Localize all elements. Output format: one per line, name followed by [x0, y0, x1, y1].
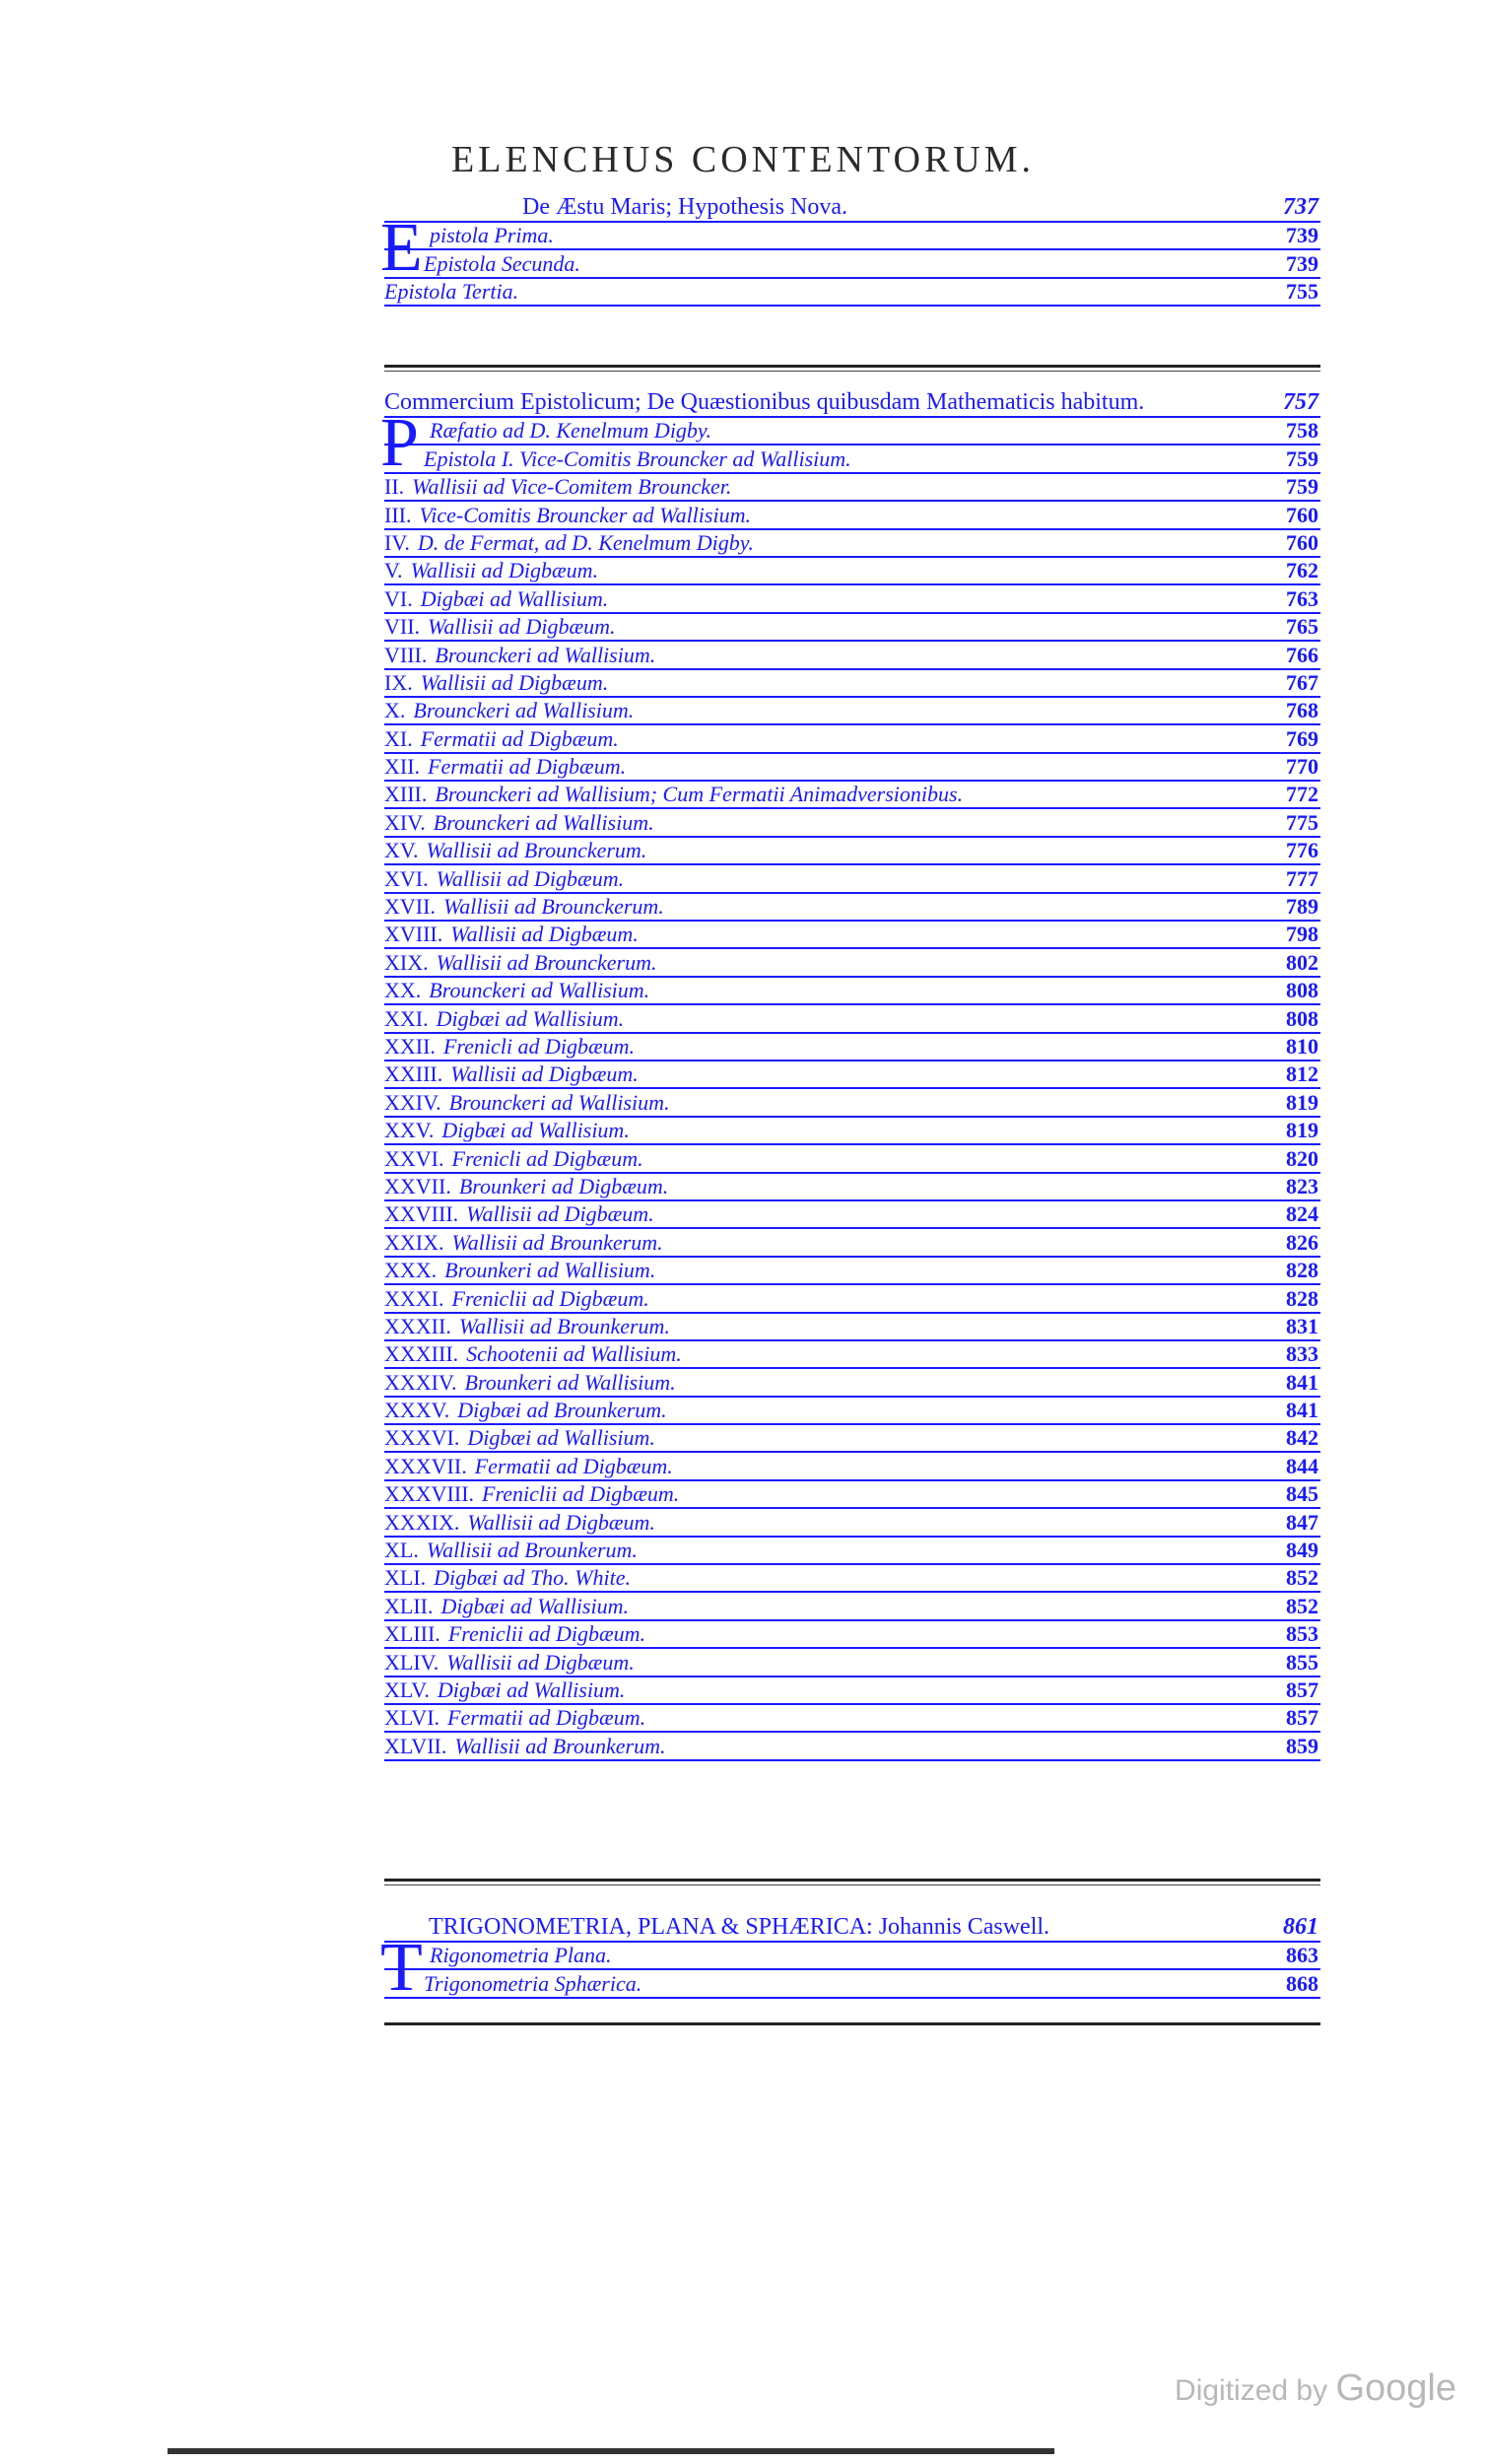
entry-number: XXXIII.: [384, 1341, 459, 1367]
toc-entry[interactable]: [384, 1425, 1320, 1453]
toc-entry[interactable]: [384, 614, 1320, 642]
toc-entry[interactable]: [384, 754, 1320, 782]
toc-entry-label: [384, 1090, 670, 1116]
toc-entry[interactable]: [384, 1258, 1320, 1285]
entry-number: XXXVII.: [384, 1453, 467, 1478]
entry-title: Epistola I. Vice-Comitis Brouncker ad Wallisium.: [424, 445, 851, 471]
entry-number: XXXI.: [384, 1285, 444, 1311]
entry-number: VIII.: [384, 642, 428, 667]
entry-number: XXXIV.: [384, 1369, 457, 1395]
toc-entry[interactable]: [384, 1677, 1320, 1705]
entry-title: Brounkeri ad Digbæum.: [458, 1173, 669, 1198]
entry-page-number: 810: [1286, 1033, 1318, 1059]
entry-page-number: 776: [1286, 838, 1318, 863]
toc-entry[interactable]: [384, 1145, 1320, 1173]
toc-entry[interactable]: [384, 1538, 1320, 1565]
entry-title: Wallisii ad Brounckerum.: [426, 838, 647, 863]
toc-entry-label: [384, 1146, 643, 1172]
entry-title: Rigonometria Plana.: [430, 1943, 612, 1968]
entry-number: XXIII.: [384, 1061, 443, 1087]
toc-entry-label: [384, 894, 664, 920]
toc-entry-label: [384, 698, 634, 723]
entry-title: pistola Prima.: [430, 223, 554, 248]
entry-title: Digbæi ad Brounkerum.: [457, 1398, 667, 1423]
entry-title: Digbæi ad Wallisium.: [440, 1593, 629, 1618]
toc-entry[interactable]: [384, 1621, 1320, 1649]
entry-title: Digbæi ad Wallisium.: [441, 1118, 630, 1143]
entry-title: Brounkeri ad Wallisium.: [444, 1258, 656, 1283]
toc-entry[interactable]: [384, 250, 1320, 278]
entry-page-number: 828: [1286, 1285, 1318, 1311]
toc-entry[interactable]: [384, 474, 1320, 502]
entry-title: Brounckeri ad Wallisium.: [433, 809, 654, 835]
toc-entry[interactable]: [384, 558, 1320, 585]
entry-number: XXV.: [384, 1118, 435, 1143]
entry-page-number: 775: [1286, 809, 1318, 835]
toc-section: [380, 382, 1320, 1761]
toc-entry-label: [384, 503, 751, 528]
entry-number: VI.: [384, 585, 413, 611]
watermark-brand: Google: [1335, 2367, 1456, 2409]
entry-number: XXX.: [384, 1258, 438, 1283]
toc-entry[interactable]: [384, 502, 1320, 529]
section-heading[interactable]: [384, 382, 1320, 418]
entry-title: Wallisii ad Digbæum.: [466, 1201, 654, 1227]
toc-entry[interactable]: [384, 978, 1320, 1005]
entry-title: Wallisii ad Digbæum.: [467, 1509, 655, 1535]
toc-entry-label: [384, 1118, 630, 1143]
toc-entry[interactable]: [384, 1174, 1320, 1201]
toc-section: [380, 1907, 1320, 2006]
entry-title: Brounkeri ad Wallisium.: [464, 1369, 676, 1395]
entry-number: X.: [384, 698, 406, 723]
entry-page-number: 739: [1286, 250, 1318, 276]
toc-entry[interactable]: [384, 1369, 1320, 1397]
toc-entry-label: [384, 418, 711, 444]
entry-title: Wallisii ad Digbæum.: [410, 558, 599, 583]
toc-entry-label: [384, 1538, 638, 1563]
toc-entry[interactable]: [384, 1034, 1320, 1061]
toc-entry-label: [384, 1650, 635, 1676]
entry-number: XL.: [384, 1538, 419, 1563]
toc-entry-label: [384, 922, 639, 947]
toc-entry[interactable]: [384, 1398, 1320, 1425]
entry-number: XXXVI.: [384, 1425, 460, 1451]
entry-page-number: 760: [1286, 502, 1318, 527]
entry-page-number: 767: [1286, 669, 1318, 695]
entry-number: XI.: [384, 725, 413, 751]
entry-title: Digbæi ad Wallisium.: [467, 1425, 655, 1451]
section-heading-text: TRIGONOMETRIA, PLANA & SPHÆRICA: Johannis Caswell.: [429, 1914, 1050, 1940]
toc-entry[interactable]: [384, 838, 1320, 865]
entry-page-number: 763: [1286, 585, 1318, 611]
entry-number: XIX.: [384, 949, 429, 975]
entry-page-number: 857: [1286, 1677, 1318, 1702]
entry-page-number: 759: [1286, 474, 1318, 500]
entry-number: XXXV.: [384, 1398, 450, 1423]
entry-number: XLI.: [384, 1565, 427, 1591]
toc-entry-label: [384, 614, 616, 640]
entry-page-number: 772: [1286, 782, 1318, 807]
entry-page-number: 760: [1286, 529, 1318, 555]
entry-number: XII.: [384, 754, 421, 780]
section-heading[interactable]: [384, 1907, 1320, 1943]
toc-entry[interactable]: [384, 1089, 1320, 1117]
toc-entry-label: [384, 1565, 631, 1591]
toc-entry[interactable]: [384, 1593, 1320, 1620]
toc-entry-label: [384, 1398, 667, 1423]
entry-page-number: 841: [1286, 1369, 1318, 1395]
toc-entry-label: [384, 558, 598, 583]
toc-entry-label: [384, 1230, 663, 1256]
entry-title: Freniclii ad Digbæum.: [451, 1285, 649, 1311]
toc-entry-label: [384, 1061, 639, 1087]
entry-number: XLIV.: [384, 1649, 439, 1675]
section-divider: [384, 1879, 1320, 1882]
toc-entry[interactable]: [384, 1201, 1320, 1229]
entry-page-number: 853: [1286, 1621, 1318, 1647]
toc-entry[interactable]: [384, 1005, 1320, 1033]
toc-entry-label: [384, 1454, 673, 1479]
toc-entry[interactable]: [384, 1118, 1320, 1145]
entry-page-number: 844: [1286, 1453, 1318, 1478]
entry-number: II.: [384, 474, 405, 500]
toc-entry[interactable]: [384, 894, 1320, 922]
scan-edge-mark: [168, 2448, 1054, 2454]
section-heading-text: De Æstu Maris; Hypothesis Nova.: [522, 194, 847, 220]
toc-entry[interactable]: [384, 1705, 1320, 1733]
toc-entry[interactable]: [384, 418, 1320, 445]
toc-entry[interactable]: [384, 1341, 1320, 1369]
entry-title: Brounckeri ad Wallisium.: [448, 1089, 670, 1115]
entry-number: VII.: [384, 614, 421, 640]
entry-title: Fermatii ad Digbæum.: [474, 1453, 673, 1478]
entry-page-number: 769: [1286, 725, 1318, 751]
toc-entry-label: [384, 726, 619, 752]
toc-entry-label: [384, 1621, 645, 1647]
entry-number: XVI.: [384, 865, 429, 891]
entry-page-number: 852: [1286, 1565, 1318, 1591]
entry-page-number: 819: [1286, 1089, 1318, 1115]
toc-entry-label: [384, 474, 731, 500]
toc-entry-label: [384, 1481, 679, 1507]
entry-title: Digbæi ad Wallisium.: [437, 1677, 626, 1702]
entry-number: XLVI.: [384, 1705, 440, 1731]
toc-entry-label: [384, 1705, 645, 1731]
entry-list: [380, 210, 1320, 307]
toc-entry-label: [384, 1174, 668, 1199]
entry-title: Wallisii ad Digbæum.: [428, 614, 616, 640]
entry-number: XLIII.: [384, 1621, 440, 1647]
entry-number: XXXII.: [384, 1313, 451, 1338]
entry-title: Wallisii ad Digbæum.: [450, 922, 639, 947]
entry-number: XXVIII.: [384, 1201, 459, 1227]
entry-title: Freniclii ad Digbæum.: [447, 1621, 646, 1647]
entry-title: Wallisii ad Brounkerum.: [454, 1733, 666, 1758]
toc-entry[interactable]: [384, 1733, 1320, 1760]
toc-entry-label: [384, 1286, 649, 1312]
entry-number: XLII.: [384, 1593, 434, 1618]
toc-entry-label: [384, 810, 654, 836]
entry-title: Digbæi ad Wallisium.: [420, 585, 609, 611]
section-heading-page: 757: [1283, 389, 1318, 415]
toc-entry[interactable]: [384, 279, 1320, 307]
entry-title: Wallisii ad Digbæum.: [436, 865, 625, 891]
entry-title: Brounckeri ad Wallisium.: [413, 698, 635, 723]
entry-page-number: 789: [1286, 894, 1318, 920]
toc-entry-label: [384, 1201, 654, 1227]
entry-number: XVII.: [384, 894, 436, 920]
entry-number: XIV.: [384, 809, 426, 835]
entry-number: XXXIX.: [384, 1509, 460, 1535]
toc-entry-label: [384, 1314, 670, 1339]
section-heading-text: Commercium Epistolicum; De Quæstionibus quibusdam Mathematicis habitum.: [384, 389, 1145, 415]
toc-entry[interactable]: [384, 445, 1320, 473]
section-heading-page: 861: [1283, 1914, 1318, 1940]
entry-page-number: 831: [1286, 1313, 1318, 1338]
toc-entry[interactable]: [384, 809, 1320, 837]
entry-title: Schootenii ad Wallisium.: [466, 1341, 682, 1367]
entry-number: XLVII.: [384, 1733, 447, 1758]
entry-title: Trigonometria Sphærica.: [424, 1970, 642, 1996]
entry-page-number: 812: [1286, 1061, 1318, 1087]
toc-entry-label: [384, 1370, 676, 1396]
toc-entry[interactable]: [384, 1649, 1320, 1677]
entry-title: Wallisii ad Vice-Comitem Brouncker.: [412, 474, 732, 500]
entry-page-number: 859: [1286, 1733, 1318, 1758]
entry-title: Brounckeri ad Wallisium.: [429, 978, 650, 1003]
entry-page-number: 798: [1286, 922, 1318, 947]
toc-entry-label: [384, 643, 655, 668]
entry-page-number: 819: [1286, 1118, 1318, 1143]
entry-title: Brounckeri ad Wallisium; Cum Fermatii Animadversionibus.: [435, 782, 964, 807]
toc-entry[interactable]: [384, 1509, 1320, 1537]
toc-entry-label: [384, 586, 608, 612]
toc-entry-label: [384, 1510, 655, 1536]
toc-entry-label: [384, 1006, 624, 1032]
entry-title: Fermatii ad Digbæum.: [420, 725, 619, 751]
entry-title: Wallisii ad Brounkerum.: [451, 1229, 663, 1255]
toc-entry[interactable]: [384, 1943, 1320, 1970]
entry-number: V.: [384, 558, 403, 583]
section-divider: [384, 365, 1320, 368]
entry-number: XV.: [384, 838, 419, 863]
entry-number: IX.: [384, 669, 413, 695]
toc-entry[interactable]: [384, 1285, 1320, 1313]
toc-entry-label: [384, 754, 626, 780]
toc-entry[interactable]: [384, 922, 1320, 949]
toc-entry[interactable]: [384, 223, 1320, 250]
entry-title: Epistola Secunda.: [424, 250, 580, 276]
section-divider-thin: [384, 371, 1320, 372]
entry-number: XXIX.: [384, 1229, 444, 1255]
toc-entry-label: [384, 1677, 625, 1703]
entry-number: XLV.: [384, 1677, 430, 1702]
toc-entry[interactable]: [384, 1061, 1320, 1089]
entry-number: XVIII.: [384, 922, 443, 947]
section-divider: [384, 2022, 1320, 2025]
drop-cap-letter: E: [380, 210, 423, 286]
entry-page-number: 759: [1286, 445, 1318, 471]
entry-page-number: 833: [1286, 1341, 1318, 1367]
entry-page-number: 847: [1286, 1509, 1318, 1535]
entry-page-number: 777: [1286, 865, 1318, 891]
entry-number: XXVI.: [384, 1145, 444, 1171]
toc-entry[interactable]: [384, 670, 1320, 698]
toc-entry[interactable]: [384, 642, 1320, 669]
entry-page-number: 762: [1286, 558, 1318, 583]
entry-page-number: 868: [1286, 1970, 1318, 1996]
toc-entry-label: [384, 446, 851, 472]
toc-entry[interactable]: [384, 1565, 1320, 1593]
section-heading-page: 737: [1283, 194, 1318, 220]
entry-page-number: 828: [1286, 1258, 1318, 1283]
entry-list: [380, 1930, 1320, 2006]
toc-entry[interactable]: [384, 725, 1320, 753]
toc-entry-label: [384, 1425, 655, 1451]
drop-cap-letter: T: [380, 1930, 423, 2006]
entry-title: Epistola Tertia.: [384, 279, 519, 305]
entry-number: XXIV.: [384, 1089, 441, 1115]
entry-title: Wallisii ad Digbæum.: [420, 669, 609, 695]
toc-entry[interactable]: [384, 1481, 1320, 1509]
toc-entry-label: [384, 1034, 635, 1060]
entry-title: Digbæi ad Wallisium.: [436, 1005, 625, 1031]
entry-number: XIII.: [384, 782, 428, 807]
entry-number: IV.: [384, 529, 410, 555]
entry-page-number: 802: [1286, 949, 1318, 975]
entry-page-number: 857: [1286, 1705, 1318, 1731]
entry-page-number: 824: [1286, 1201, 1318, 1227]
entry-page-number: 820: [1286, 1145, 1318, 1171]
digitized-watermark: [1175, 2367, 1456, 2410]
watermark-prefix: Digitized by: [1175, 2374, 1328, 2407]
entry-page-number: 765: [1286, 614, 1318, 640]
entry-number: XXVII.: [384, 1173, 451, 1198]
entry-page-number: 823: [1286, 1173, 1318, 1198]
section-heading[interactable]: [384, 187, 1320, 223]
toc-entry[interactable]: [384, 585, 1320, 613]
toc-entry-label: [384, 1971, 642, 1997]
entry-title: Wallisii ad Digbæum.: [450, 1061, 639, 1087]
toc-entry-label: [384, 670, 608, 696]
entry-page-number: 863: [1286, 1943, 1318, 1968]
entry-page-number: 808: [1286, 1005, 1318, 1031]
entry-page-number: 845: [1286, 1481, 1318, 1507]
toc-entry-label: [384, 530, 754, 556]
entry-title: Wallisii ad Digbæum.: [446, 1649, 635, 1675]
entry-page-number: 770: [1286, 754, 1318, 780]
entry-title: Frenicli ad Digbæum.: [451, 1145, 643, 1171]
toc-entry[interactable]: [384, 530, 1320, 558]
entry-title: Fermatii ad Digbæum.: [447, 1705, 646, 1731]
entry-title: Vice-Comitis Brouncker ad Wallisium.: [419, 502, 751, 527]
entry-title: Wallisii ad Brounkerum.: [426, 1538, 638, 1563]
entry-page-number: 768: [1286, 698, 1318, 723]
entry-page-number: 852: [1286, 1593, 1318, 1618]
toc-entry[interactable]: [384, 1970, 1320, 1998]
entry-title: Wallisii ad Brounckerum.: [436, 949, 657, 975]
toc-section: [380, 187, 1320, 307]
toc-entry[interactable]: [384, 1453, 1320, 1480]
entry-title: Digbæi ad Tho. White.: [434, 1565, 631, 1591]
toc-entry-label: [384, 838, 646, 863]
toc-entry[interactable]: [384, 865, 1320, 893]
entry-page-number: 808: [1286, 978, 1318, 1003]
page-title: ELENCHUS CONTENTORUM.: [450, 139, 1036, 180]
drop-cap-letter: P: [380, 405, 419, 481]
entry-title: Frenicli ad Digbæum.: [442, 1033, 636, 1059]
toc-entry-label: [384, 1258, 655, 1283]
entry-page-number: 758: [1286, 418, 1318, 444]
entry-title: Ræfatio ad D. Kenelmum Digby.: [430, 418, 711, 444]
toc-entry-label: [384, 1734, 665, 1759]
toc-entry[interactable]: [384, 1229, 1320, 1257]
entry-title: Wallisii ad Brounckerum.: [442, 894, 664, 920]
section-divider-thin: [384, 1884, 1320, 1885]
entry-page-number: 855: [1286, 1649, 1318, 1675]
entry-title: Fermatii ad Digbæum.: [428, 754, 627, 780]
toc-entry-label: [384, 866, 624, 892]
entry-number: XXI.: [384, 1005, 429, 1031]
entry-page-number: 739: [1286, 223, 1318, 248]
entry-number: III.: [384, 502, 412, 527]
entry-number: XXII.: [384, 1033, 436, 1059]
entry-page-number: 842: [1286, 1425, 1318, 1451]
toc-entry-label: [384, 950, 656, 976]
entry-title: D. de Fermat, ad D. Kenelmum Digby.: [417, 529, 754, 555]
entry-title: Wallisii ad Brounkerum.: [458, 1313, 670, 1338]
toc-entry[interactable]: [384, 1314, 1320, 1341]
toc-entry-label: [384, 1594, 629, 1619]
entry-page-number: 755: [1286, 279, 1318, 305]
entry-title: Freniclii ad Digbæum.: [482, 1481, 680, 1507]
entry-title: Brounckeri ad Wallisium.: [435, 642, 656, 667]
entry-number: XXXVIII.: [384, 1481, 475, 1507]
entry-page-number: 766: [1286, 642, 1318, 667]
entry-page-number: 849: [1286, 1538, 1318, 1563]
entry-page-number: 826: [1286, 1229, 1318, 1255]
toc-entry-label: [384, 782, 963, 807]
toc-entry[interactable]: [384, 698, 1320, 725]
entry-list: [380, 405, 1320, 1761]
entry-page-number: 841: [1286, 1398, 1318, 1423]
entry-number: XX.: [384, 978, 422, 1003]
toc-entry[interactable]: [384, 949, 1320, 977]
toc-entry[interactable]: [384, 782, 1320, 809]
toc-entry-label: [384, 1341, 682, 1367]
toc-entry-label: [384, 978, 649, 1003]
